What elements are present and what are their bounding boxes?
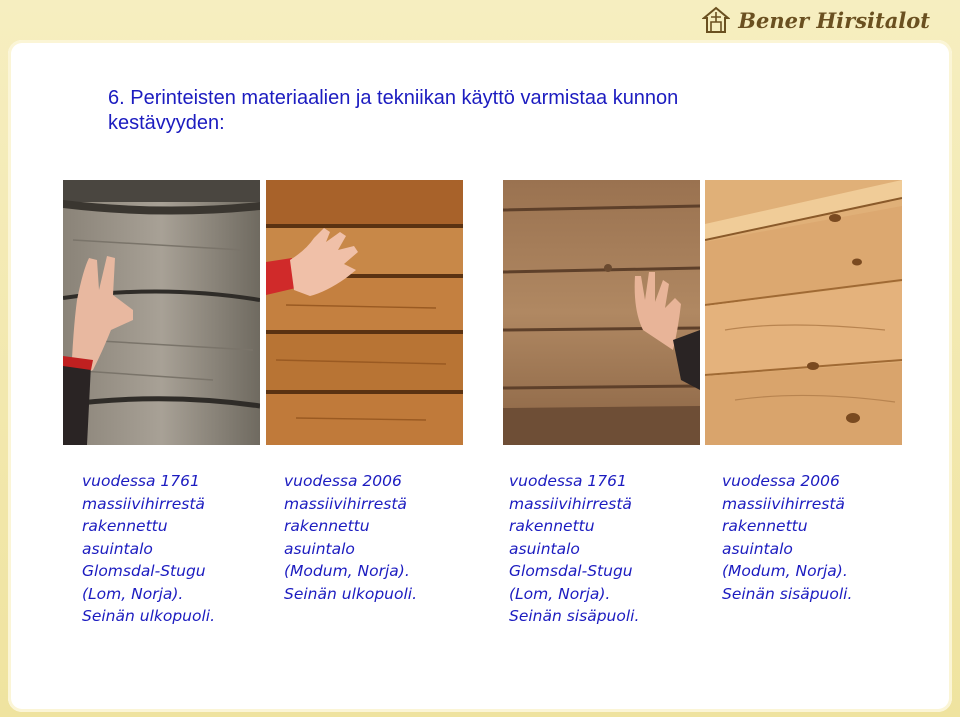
title-line-2: kestävyyden: (108, 112, 225, 134)
caption-line: (Lom, Norja). (82, 584, 184, 603)
brand-logo (702, 6, 930, 34)
caption-line: rakennettu (509, 517, 595, 535)
photo-old-exterior-wall (63, 180, 260, 445)
caption-line: massiivihirrestä (509, 494, 632, 513)
caption-line: rakennettu (82, 517, 168, 535)
caption-line: asuintalo (722, 539, 793, 558)
caption-line: vuodessa 1761 (82, 472, 200, 490)
caption-line: Seinän ulkopuoli. (82, 607, 216, 625)
caption-line: (Modum, Norja). (722, 562, 848, 580)
caption-line: vuodessa 2006 (284, 472, 402, 490)
caption-line: massiivihirrestä (722, 494, 845, 513)
caption-line: (Modum, Norja). (284, 562, 410, 580)
caption-line: rakennettu (722, 517, 808, 535)
caption-line: rakennettu (284, 517, 370, 535)
slide-title (108, 86, 828, 136)
caption-old-interior (509, 470, 639, 628)
caption-line: (Lom, Norja). (509, 584, 611, 603)
caption-new-interior (722, 470, 852, 605)
caption-line: Glomsdal-Stugu (509, 562, 633, 580)
caption-line: vuodessa 2006 (722, 472, 840, 490)
caption-new-exterior (284, 470, 417, 605)
caption-line: massiivihirrestä (284, 494, 407, 513)
caption-line: asuintalo (284, 539, 355, 558)
photo-old-interior-wall (503, 180, 700, 445)
caption-line: Seinän ulkopuoli. (284, 584, 418, 603)
caption-line: asuintalo (82, 539, 153, 558)
caption-line: asuintalo (509, 539, 580, 558)
caption-old-exterior (82, 470, 215, 628)
photo-new-exterior-wall (266, 180, 463, 445)
caption-line: massiivihirrestä (82, 494, 205, 513)
caption-line: Seinän sisäpuoli. (722, 584, 853, 603)
photo-new-interior-wall (705, 180, 902, 445)
caption-line: Seinän sisäpuoli. (509, 607, 640, 625)
house-emblem-icon (702, 6, 730, 34)
brand-name: Bener Hirsitalot (738, 7, 930, 33)
caption-line: Glomsdal-Stugu (82, 562, 206, 580)
title-line-1: 6. Perinteisten materiaalien ja tekniikan käyttö varmistaa kunnon (108, 87, 679, 109)
caption-line: vuodessa 1761 (509, 472, 627, 490)
